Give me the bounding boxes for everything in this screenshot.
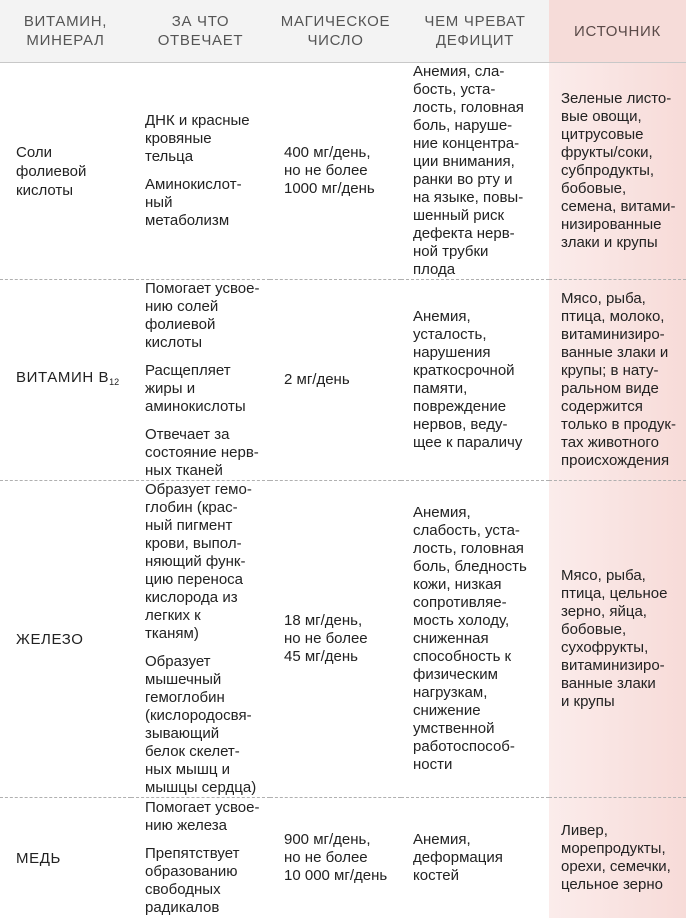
nutrient-name: Соли фолиевой кислоты [0, 63, 131, 280]
responsibility-item: Помогает усвое- нию солей фолиевой кислоты [145, 280, 264, 352]
responsibility-item: ДНК и красные кровяные тельца [145, 112, 264, 166]
magic-number-cell: 400 мг/день, но не более 1000 мг/день [270, 63, 401, 280]
responsibility-item: Препятствует образованию свободных радикалов [145, 845, 264, 917]
nutrient-name [0, 280, 131, 481]
header-magic-number: МАГИЧЕСКОЕ ЧИСЛО [270, 0, 401, 63]
responsibility-item: Образует гемо- глобин (крас- ный пигмент крови, выпол- няющий функ- цию переноса кислорода из легких к тканям) [145, 481, 264, 643]
nutrient-name-text: ВИТАМИН В [16, 369, 109, 386]
source-cell: Мясо, рыба, птица, цельное зерно, яйца, бобовые, сухофрукты, витаминизиро- ванные злаки и крупы [549, 481, 686, 798]
magic-number-cell: 900 мг/день, но не более 10 000 мг/день [270, 798, 401, 918]
table-row [0, 63, 686, 280]
nutrient-name: МЕДЬ [0, 798, 131, 918]
deficit-cell: Анемия, деформация костей [401, 798, 549, 918]
table-row [0, 280, 686, 481]
source-cell: Ливер, морепродукты, орехи, семечки, цельное зерно [549, 798, 686, 918]
deficit-cell: Анемия, усталость, нарушения краткосрочной памяти, повреждение нервов, веду- щее к параличу [401, 280, 549, 481]
responsibility-cell [131, 280, 270, 481]
header-responsibility: ЗА ЧТО ОТВЕЧАЕТ [131, 0, 270, 63]
deficit-cell: Анемия, слабость, уста- лость, головная боль, бледность кожи, низкая сопротивляе- мость холоду, сниженная способность к физическим нагрузкам, снижение умственной работоспособ- ности [401, 481, 549, 798]
nutrient-name-subscript: 12 [109, 377, 119, 387]
source-cell: Зеленые листо- вые овощи, цитрусовые фрукты/соки, субпродукты, бобовые, семена, витами- низированные злаки и крупы [549, 63, 686, 280]
magic-number-cell: 2 мг/день [270, 280, 401, 481]
responsibility-item: Аминокислот- ный метаболизм [145, 176, 264, 230]
responsibility-cell [131, 481, 270, 798]
responsibility-item: Помогает усвое- нию железа [145, 799, 264, 835]
magic-number-cell: 18 мг/день, но не более 45 мг/день [270, 481, 401, 798]
table-row [0, 798, 686, 918]
header-vitamin-mineral: ВИТАМИН, МИНЕРАЛ [0, 0, 131, 63]
responsibility-item: Образует мышечный гемоглобин (кислородосвя- зывающий белок скелет- ных мышц и мышцы сердца) [145, 653, 264, 797]
responsibility-cell [131, 798, 270, 918]
responsibility-item: Отвечает за состояние нерв- ных тканей [145, 426, 264, 480]
table-row [0, 481, 686, 798]
source-cell: Мясо, рыба, птица, молоко, витаминизиро- ванные злаки и крупы; в нату- ральном виде содержится только в продук- тах животного происхождения [549, 280, 686, 481]
header-source: ИСТОЧНИК [549, 0, 686, 63]
responsibility-item: Расщепляет жиры и аминокислоты [145, 362, 264, 416]
table-header-row [0, 0, 686, 63]
nutrient-name: ЖЕЛЕЗО [0, 481, 131, 798]
deficit-cell: Анемия, сла- бость, уста- лость, головная боль, наруше- ние концентра- ции внимания, ранки во рту и на языке, повы- шенный риск дефекта нерв- ной трубки плода [401, 63, 549, 280]
header-deficit: ЧЕМ ЧРЕВАТ ДЕФИЦИТ [401, 0, 549, 63]
responsibility-cell [131, 63, 270, 280]
